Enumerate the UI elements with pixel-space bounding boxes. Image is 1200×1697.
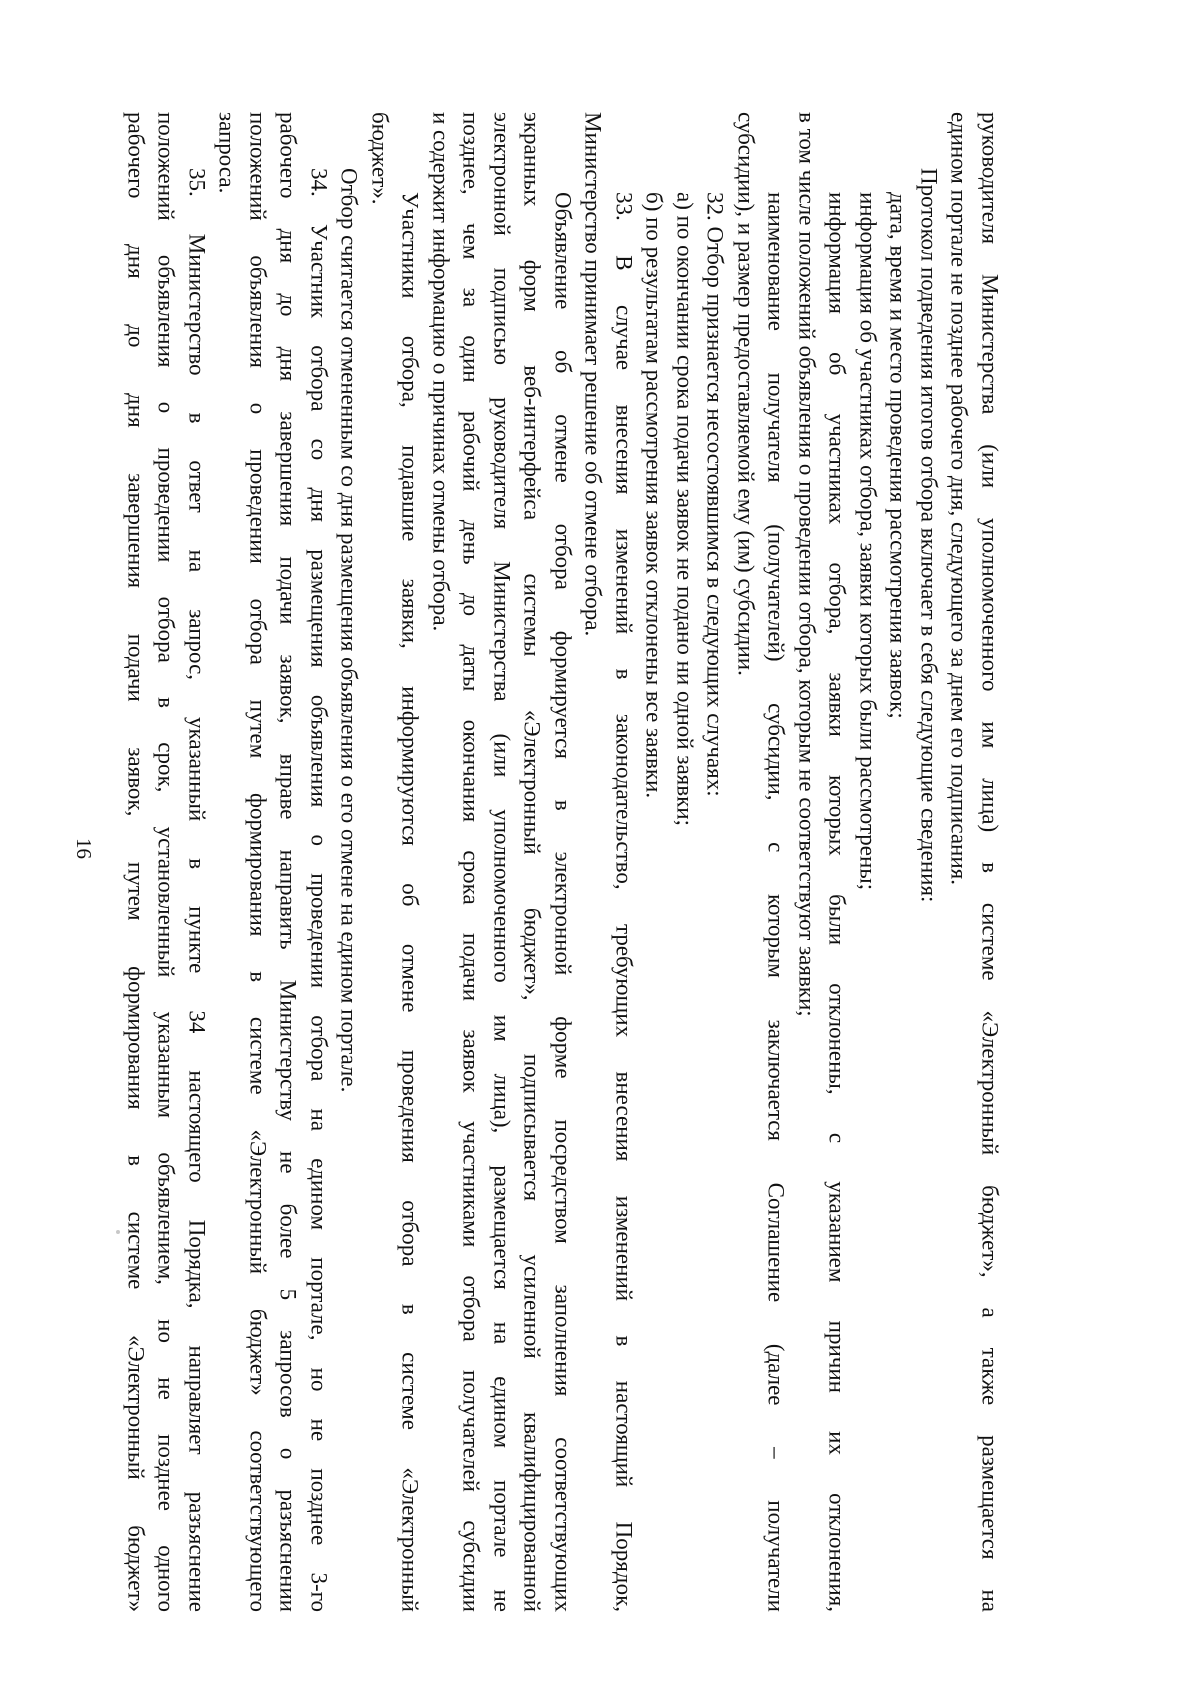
document-body [120,112,1130,1612]
text-line: рабочего дня до дня завершения подачи заявок, путем формирования в системе «Электронный бюджет» [123,112,149,1612]
text-line: информация об участниках отбора, заявки которых были рассмотрены; [855,192,881,891]
text-line: Министерство принимает решение об отмене отбора. [581,112,606,637]
text-line: Объявление об отмене отбора формируется в электронной форме посредством заполнения соответствующих [550,192,576,1612]
text-line: и содержит информацию о причинах отмены отбора. [428,112,454,632]
text-line: рабочего дня до дня завершения подачи заявок, вправе направить Министерству не более 5 запросов о разъяснении [276,112,301,1612]
text-line: позднее, чем за один рабочий день до даты окончания срока подачи заявок участниками отбора получателей субсидии [459,112,484,1612]
text-line: 32. Отбор признается несостоявшимся в следующих случаях: [703,192,728,797]
text-line: Отбор считается отмененным со дня размещения объявления о его отмене на едином портале. [337,168,362,1093]
text-line: субсидии), и размер предоставляемой ему (им) субсидии. [733,112,759,676]
text-line: Участники отбора, подавшие заявки, информируются об отмене проведения отбора в системе «Электронный [398,192,423,1612]
text-line: едином портале не позднее рабочего дня, следующего за днем его подписания. [947,112,972,885]
text-line: а) по окончании срока подачи заявок не подано ни одной заявки; [672,192,698,826]
text-line: Протокол подведения итогов отбора включает в себя следующие сведения: [916,168,942,903]
text-line: в том числе положений объявления о проведении отбора, которым не соответствуют заявки; [794,112,820,1017]
text-line: 34. Участник отбора со дня размещения объявления о проведении отбора на едином портале, но не позднее 3-го [306,168,332,1612]
text-line: электронной подписью руководителя Министерства (или уполномоченного им лица), размещается на едином портале не [489,112,515,1612]
text-line: информация об участниках отбора, заявки которых были отклонены, с указанием причин их отклонения, [825,192,850,1612]
text-line: 35. Министерство в ответ на запрос, указанный в пункте 34 настоящего Порядка, направляет разъяснение [184,168,210,1612]
text-line: положений объявления о проведении отбора путем формирования в системе «Электронный бюджет» соответствующего [245,112,271,1612]
text-line: запроса. [215,112,240,194]
text-line: наименование получателя (получателей) субсидии, с которым заключается Соглашение (далее – получатели [764,192,789,1612]
text-line: дата, время и место проведения рассмотрения заявок; [886,192,911,719]
scan-speck [116,1230,120,1234]
text-line: экранных форм веб-интерфейса системы «Электронный бюджет», подписывается усиленной квалифицированной [520,112,545,1612]
text-line: положений объявления о проведении отбора в срок, установленный указанным объявлением, но не позднее одного [154,112,179,1612]
text-line: бюджет». [367,112,393,205]
text-line: б) по результатам рассмотрения заявок отклонены все заявки. [642,192,667,799]
body-lines [120,112,1005,1612]
page-number: 16 [72,838,96,859]
text-line: 33. В случае внесения изменений в законодательство, требующих внесения изменений в настоящий Порядок, [611,192,637,1612]
text-line: руководителя Министерства (или уполномоченного им лица) в системе «Электронный бюджет», а также размещается на [977,112,1003,1612]
